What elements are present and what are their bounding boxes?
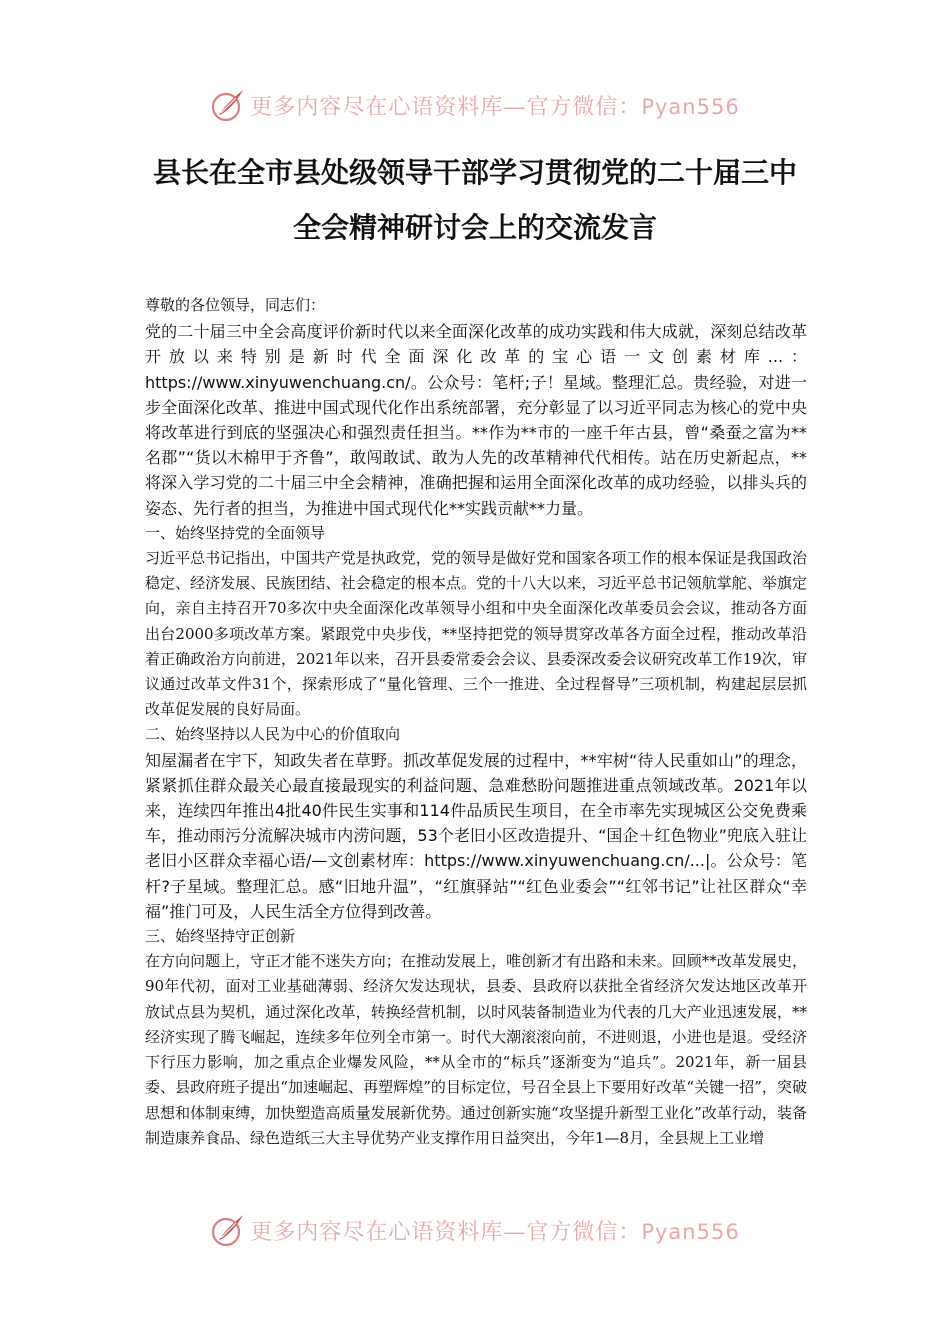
document-body xyxy=(145,293,807,1151)
document-title xyxy=(100,145,850,255)
section-2-heading: 二、始终坚持以人民为中心的价值取向 xyxy=(145,725,401,744)
watermark-banner-bottom xyxy=(0,1205,950,1255)
watermark-wechat-id: Pyan556 xyxy=(641,1219,740,1244)
section-1-heading: 一、始终坚持党的全面领导 xyxy=(145,523,326,542)
title-line-1: 县长在全市县处级领导干部学习贯彻党的二十届三中 xyxy=(152,156,797,189)
watermark-banner-top xyxy=(0,80,950,130)
title-line-2: 全会精神研讨会上的交流发言 xyxy=(292,211,657,244)
section-1-body: 习近平总书记指出，中国共产党是执政党，党的领导是做好党和国家各项工作的根本保证是我国政治稳定、经济发展、民族团结、社会稳定的根本点。党的十八大以来，习近平总书记领航掌舵、举旗定向，亲自主持召开70多次中央全面深化改革领导小组和中央全面深化改革委员会会议，推动各方面出台2000多项改革方案。紧跟党中央步伐，**坚持把党的领导贯穿改革各方面全过程，推动改革沿着正确政治方向前进，2021年以来，召开县委常委会会议、县委深改委会议研究改革工作19次，审议通过改革文件31个，探索形成了“量化管理、三个一推进、全过程督导”三项机制，构建起层层抓改革促发展的良好局面。 xyxy=(145,549,807,719)
watermark-text: 更多内容尽在心语资料库—官方微信：Pyan556 xyxy=(250,1219,740,1245)
watermark-text: 更多内容尽在心语资料库—官方微信：Pyan556 xyxy=(250,94,740,120)
quill-logo-icon xyxy=(210,1212,246,1248)
watermark-wechat-id: Pyan556 xyxy=(641,94,740,119)
intro-paragraph: 党的二十届三中全会高度评价新时代以来全面深化改革的成功实践和伟大成就，深刻总结改革开放以来特别是新时代全面深化改革的宝心语一文创素材库...：https://www.xinyuwenchuang.cn/。公众号：笔杆;子！星域。整理汇总。贵经验，对进一步全面深化改革、推进中国式现代化作出系统部署，充分彰显了以习近平同志为核心的党中央将改革进行到底的坚强决心和强烈责任担当。**作为**市的一座千年古县，曾“桑蚕之富为**名郡”“货以木棉甲于齐鲁”，敢闯敢试、敢为人先的改革精神代代相传。站在历史新起点，**将深入学习党的二十届三中全会精神，准确把握和运用全面深化改革的成功经验，以排头兵的姿态、先行者的担当，为推进中国式现代化**实践贡献**力量。 xyxy=(145,322,807,518)
section-2-body: 知屋漏者在宇下，知政失者在草野。抓改革促发展的过程中，**牢树“待人民重如山”的理念，紧紧抓住群众最关心最直接最现实的利益问题、急难愁盼问题推进重点领域改革。2021年以来，连续四年推出4批40件民生实事和114件品质民生项目，在全市率先实现城区公交免费乘车，推动雨污分流解决城市内涝问题，53个老旧小区改造提升、“国企＋红色物业”兜底入驻让老旧小区群众幸福心语/—文创素材库：https://www.xinyuwenchuang.cn/...|。公众号：笔杆?子星域。整理汇总。感“旧地升温”，“红旗驿站”“红色业委会”“红邻书记”让社区群众“幸福”推门可及，人民生活全方位得到改善。 xyxy=(145,750,807,921)
quill-logo-icon xyxy=(210,87,246,123)
section-3-body: 在方向问题上，守正才能不迷失方向；在推动发展上，唯创新才有出路和未来。回顾**改革发展史，90年代初，面对工业基础薄弱、经济欠发达现状，县委、县政府以获批全省经济欠发达地区改革开放试点县为契机，通过深化改革，转换经营机制，以时风装备制造业为代表的几大产业迅速发展，**经济实现了腾飞崛起，连续多年位列全市第一。时代大潮滚滚向前，不进则退，小进也是退。受经济下行压力影响，加之重点企业爆发风险，**从全市的“标兵”逐渐变为“追兵”。2021年，新一届县委、县政府班子提出“加速崛起、再塑辉煌”的目标定位，号召全县上下要用好改革“关键一招”，突破思想和体制束缚，加快塑造高质量发展新优势。通过创新实施“攻坚提升新型工业化”改革行动，装备制造康养食品、绿色造纸三大主导优势产业支撑作用日益突出，今年1—8月，全县规上工业增 xyxy=(145,952,807,1147)
section-3-heading: 三、始终坚持守正创新 xyxy=(145,927,296,946)
salutation: 尊敬的各位领导，同志们： xyxy=(145,296,326,314)
